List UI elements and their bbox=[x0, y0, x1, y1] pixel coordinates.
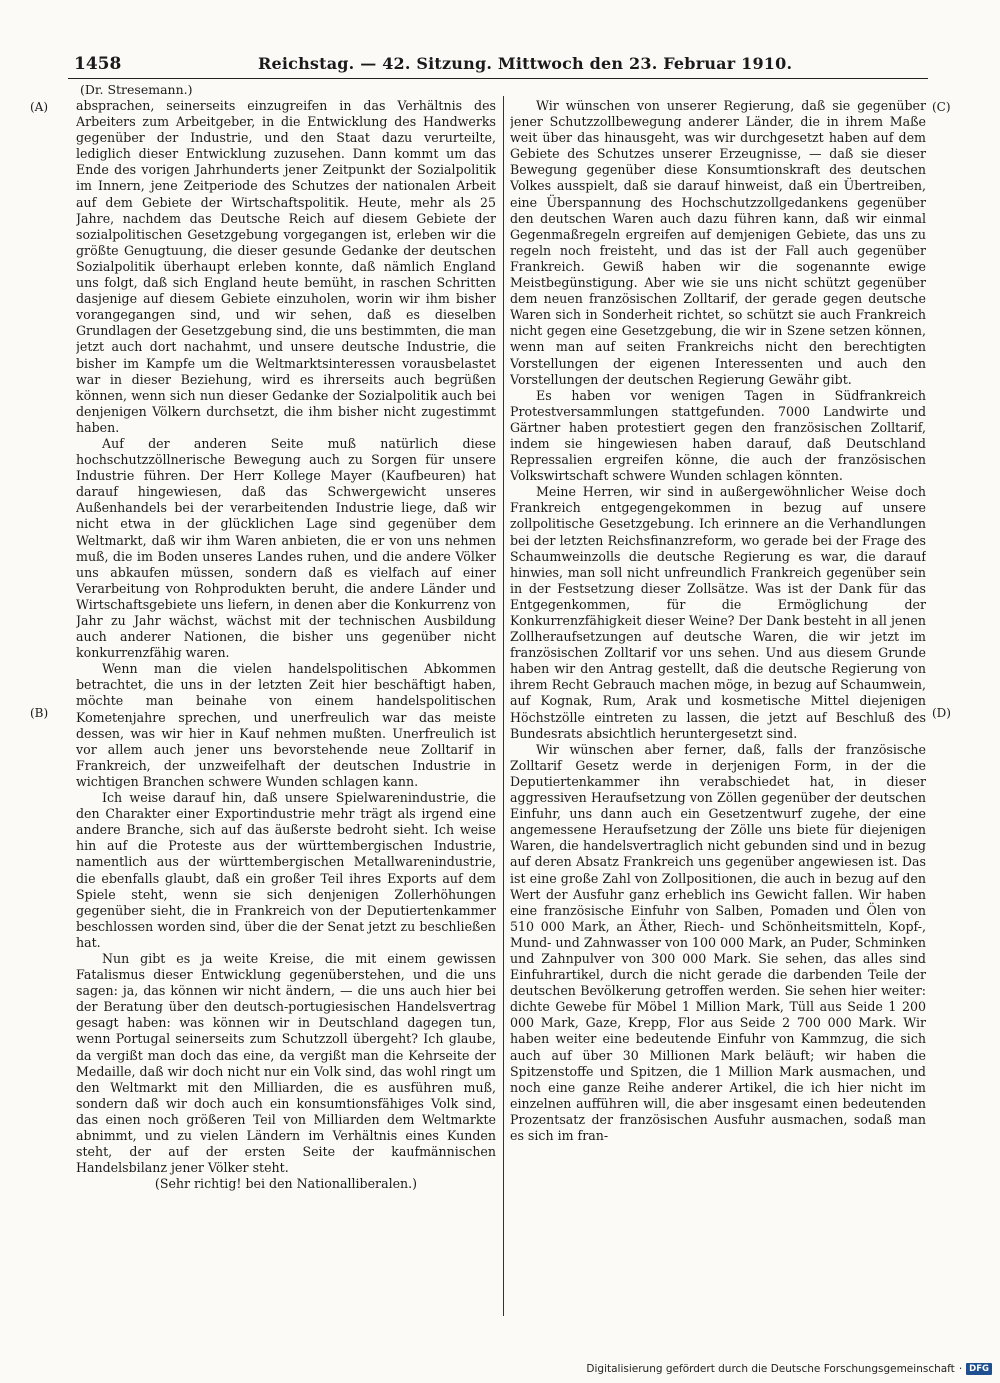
margin-marker-a: (A) bbox=[30, 100, 49, 114]
margin-marker-c: (C) bbox=[932, 100, 951, 114]
margin-marker-d: (D) bbox=[932, 706, 951, 720]
paragraph: Wir wünschen aber ferner, daß, falls der französische Zolltarif Gesetz werde in derjenigen Form, in der die Deputiertenkammer ihn verabschiedet hat, in dieser aggressiven Heraufsetzung von Zöllen gegenüber der deutschen Einfuhr, uns dann auch ein Gesetzentwurf zugehe, der eine angemessene Heraufsetzung der Zölle uns biete für diejenigen Waren, die handelsvertraglich nicht gebunden sind und in bezug auf deren Absatz Frankreich uns gegenüber angewiesen ist. Das ist eine große Zahl von Zollpositionen, die auch in bezug auf den Wert der Ausfuhr ganz erheblich ins Gewicht fallen. Wir haben eine französische Einfuhr von Salben, Pomaden und Ölen von 510 000 Mark, an Äther, Riech- und Schönheitsmitteln, Kopf-, Mund- und Zahnwasser von 100 000 Mark, an Puder, Schminken und Zahnpulver von 300 000 Mark. Sie sehen, das alles sind Einfuhrartikel, durch die nicht gerade die darbenden Teile der deutschen Bevölkerung getroffen werden. Sie sehen hier weiter: dichte Gewebe für Möbel 1 Million Mark, Tüll aus Seide 1 200 000 Mark, Gaze, Krepp, Flor aus Seide 2 700 000 Mark. Wir haben weiter eine bedeutende Einfuhr von Kammzug, die sich auch auf über 30 Millionen Mark beläuft; wir haben die Spitzenstoffe und Spitzen, die 1 Million Mark ausmachen, und noch eine ganze Reihe anderer Artikel, die ich hier nicht im einzelnen aufführen will, die aber insgesamt einen bedeutenden Prozentsatz der französischen Ausfuhr ausmachen, sodaß man es sich im fran- bbox=[510, 741, 926, 1143]
digitization-footer bbox=[586, 1363, 992, 1375]
left-column bbox=[76, 98, 496, 1313]
paragraph: Wir wünschen von unserer Regierung, daß sie gegenüber jener Schutzzollbewegung anderer Länder, die in ihrem Maße weit über das hinausgeht, was wir durchgesetzt haben auf dem Gebiete des Schutzes unserer Erzeugnisse, — daß sie dieser Bewegung gegenüber diese Konsumtionskraft des deutschen Volkes ausspielt, daß sie darauf hinweist, daß ein Übertreiben, eine Überspannung des Hochschutzzollgedankens gegenüber den deutschen Waren auch dazu führen kann, daß wir einmal Gegenmaßregeln ergreifen auf demjenigen Gebiete, das uns zu regeln noch freisteht, und das ist der Fall auch gegenüber Frankreich. Gewiß haben wir die sogenannte ewige Meistbegünstigung. Aber wie sie uns nicht schützt gegenüber dem neuen französischen Zolltarif, der gerade gegen deutsche Waren sich in Sonderheit richtet, so schützt sie auch Frankreich nicht gegen eine Gesetzgebung, die wir in Szene setzen können, wenn man auf seiten Frankreichs nicht den berechtigten Vorstellungen der eigenen Interessenten und auch den Vorstellungen der deutschen Regierung Gewähr gibt. bbox=[510, 98, 926, 387]
running-header bbox=[68, 52, 928, 79]
paragraph: Es haben vor wenigen Tagen in Südfrankreich Protestversammlungen stattgefunden. 7000 Landwirte und Gärtner haben protestiert gegen den französischen Zolltarif, indem sie hingewiesen haben darauf, daß Deutschland Repressalien ergreifen könne, die auch der französischen Volkswirtschaft schwere Wunden schlagen könnten. bbox=[510, 387, 926, 484]
footer-text: Digitalisierung gefördert durch die Deutsche Forschungsgemeinschaft bbox=[586, 1363, 955, 1375]
paragraph: Auf der anderen Seite muß natürlich diese hochschutzzöllnerische Bewegung auch zu Sorgen für unsere Industrie führen. Der Herr Kollege Mayer (Kaufbeuren) hat darauf hingewiesen, daß das Schwergewicht unseres Außenhandels bei der verarbeitenden Industrie liege, daß wir nicht etwa in der glücklichen Lage sind gegenüber dem Weltmarkt, daß wir ihm Waren anbieten, die er von uns nehmen muß, die im Boden unseres Landes ruhen, und die andere Völker uns abkaufen müssen, sondern daß es vielfach auf einer Verarbeitung von Rohprodukten beruht, die andere Länder und Wirtschaftsgebiete uns liefern, in denen aber die Konkurrenz von Jahr zu Jahr wächst, wächst mit der technischen Ausbildung auch anderer Nationen, die bisher uns gegenüber nicht konkurrenzfähig waren. bbox=[76, 435, 496, 661]
running-head-title: Reichstag. — 42. Sitzung. Mittwoch den 23. Februar 1910. bbox=[258, 54, 793, 73]
column-divider bbox=[503, 96, 504, 1316]
margin-marker-b: (B) bbox=[30, 706, 49, 720]
paragraph: Meine Herren, wir sind in außergewöhnlicher Weise doch Frankreich entgegengekommen in bezug auf unsere zollpolitische Gesetzgebung. Ich erinnere an die Verhandlungen bei der letzten Reichsfinanzreform, wo gerade bei der Frage des Schaumweinzolls die deutsche Regierung es war, die darauf hinwies, man soll nicht unfreundlich Frankreich gegenüber sein in der Festsetzung dieser Zollsätze. Was ist der Dank für das Entgegenkommen, für die Ermöglichung der Konkurrenzfähigkeit dieser Weine? Der Dank besteht in all jenen Zollheraufsetzungen auf deutsche Waren, die wir jetzt im französischen Zolltarif vor uns sehen. Und aus diesem Grunde haben wir den Antrag gestellt, daß die deutsche Regierung von ihrem Recht Gebrauch machen möge, in bezug auf Schaumwein, auf Kognak, Rum, Arak und kosmetische Mittel diejenigen Höchstzölle eintreten zu lassen, die jetzt auf Beschluß des Bundesrats absichtlich heruntergesetzt sind. bbox=[510, 484, 926, 741]
paragraph: Nun gibt es ja weite Kreise, die mit einem gewissen Fatalismus dieser Entwicklung gegenüberstehen, und die uns sagen: ja, das können wir nicht ändern, — die uns auch hier bei der Beratung über den deutsch-portugiesischen Handelsvertrag gesagt haben: was können wir in Deutschland dagegen tun, wenn Portugal seinerseits zum Schutzzoll übergeht? Ich glaube, da vergißt man doch das eine, da vergißt man die Kehrseite der Medaille, daß wir doch nicht nur ein Volk sind, das wohl ringt um den Weltmarkt mit den Milliarden, die es ausführen muß, sondern daß wir doch auch ein konsumtionsfähiges Volk sind, das einen noch größeren Teil von Milliarden dem Weltmarkte abnimmt, und zu vielen Ländern im Verhältnis eines Kunden steht, der auf der ersten Seite der kaufmännischen Handelsbilanz jener Völker steht. bbox=[76, 950, 496, 1176]
dfg-logo: DFG bbox=[966, 1363, 992, 1375]
separator-dot: · bbox=[958, 1363, 963, 1375]
speaker-label: (Dr. Stresemann.) bbox=[80, 82, 193, 97]
page-number: 1458 bbox=[74, 54, 122, 74]
paragraph: Wenn man die vielen handelspolitischen Abkommen betrachtet, die uns in der letzten Zeit hier beschäftigt haben, möchte man beinahe von einem handelspolitischen Kometenjahre sprechen, und unerfreulich war das meiste dessen, was wir hier in Kauf nehmen mußten. Unerfreulich ist vor allem auch jener uns bevorstehende neue Zolltarif in Frankreich, der unzweifelhaft der deutschen Industrie in wichtigen Branchen schwere Wunden schlagen kann. bbox=[76, 661, 496, 789]
right-column bbox=[510, 98, 926, 1313]
paragraph: Ich weise darauf hin, daß unsere Spielwarenindustrie, die den Charakter einer Exportindustrie mehr trägt als irgend eine andere Branche, sich auf das äußerste bedroht sieht. Ich weise hin auf die Proteste aus der württembergischen Industrie, namentlich aus der württembergischen Metallwarenindustrie, die ebenfalls glaubt, daß ein großer Teil ihres Exports auf dem Spiele steht, wenn sie sich denjenigen Zollerhöhungen gegenüber sieht, die in Frankreich von der Deputiertenkammer beschlossen worden sind, über die der Senat jetzt zu beschließen hat. bbox=[76, 790, 496, 950]
paragraph: absprachen, seinerseits einzugreifen in das Verhältnis des Arbeiters zum Arbeitgeber, in die Entwicklung des Handwerks gegenüber der Industrie, und den Staat dazu verurteilte, lediglich dieser Entwicklung zuzusehen. Dann kommt um das Ende des vorigen Jahrhunderts jener Zeitpunkt der Sozialpolitik im Innern, jene Zeitperiode des Schutzes der nationalen Arbeit auf dem Gebiete der Wirtschaftspolitik. Heute, mehr als 25 Jahre, nachdem das Deutsche Reich auf diesem Gebiete der sozialpolitischen Gesetzgebung vorgegangen ist, erleben wir die größte Genugtuung, die dieser gesunde Gedanke der deutschen Sozialpolitik überhaupt erleben konnte, daß nämlich England uns folgt, daß sich England heute bemüht, in raschen Schritten dasjenige auf diesem Gebiete einzuholen, worin wir ihm bisher vorangegangen sind, und wir sehen, daß es dieselben Grundlagen der Gesetzgebung sind, die uns bestimmten, die man jetzt auch dort nachahmt, und unsere deutsche Industrie, die bisher im Kampfe um die Weltmarktsinteressen vorausbelastet war in dieser Beziehung, wird es ihrerseits auch begrüßen können, wenn sich nun dieser Gedanke der Sozialpolitik auch bei denjenigen Völkern durchsetzt, die ihm bisher nicht zugestimmt haben. bbox=[76, 98, 496, 435]
interjection: (Sehr richtig! bei den Nationalliberalen.) bbox=[154, 1176, 418, 1192]
